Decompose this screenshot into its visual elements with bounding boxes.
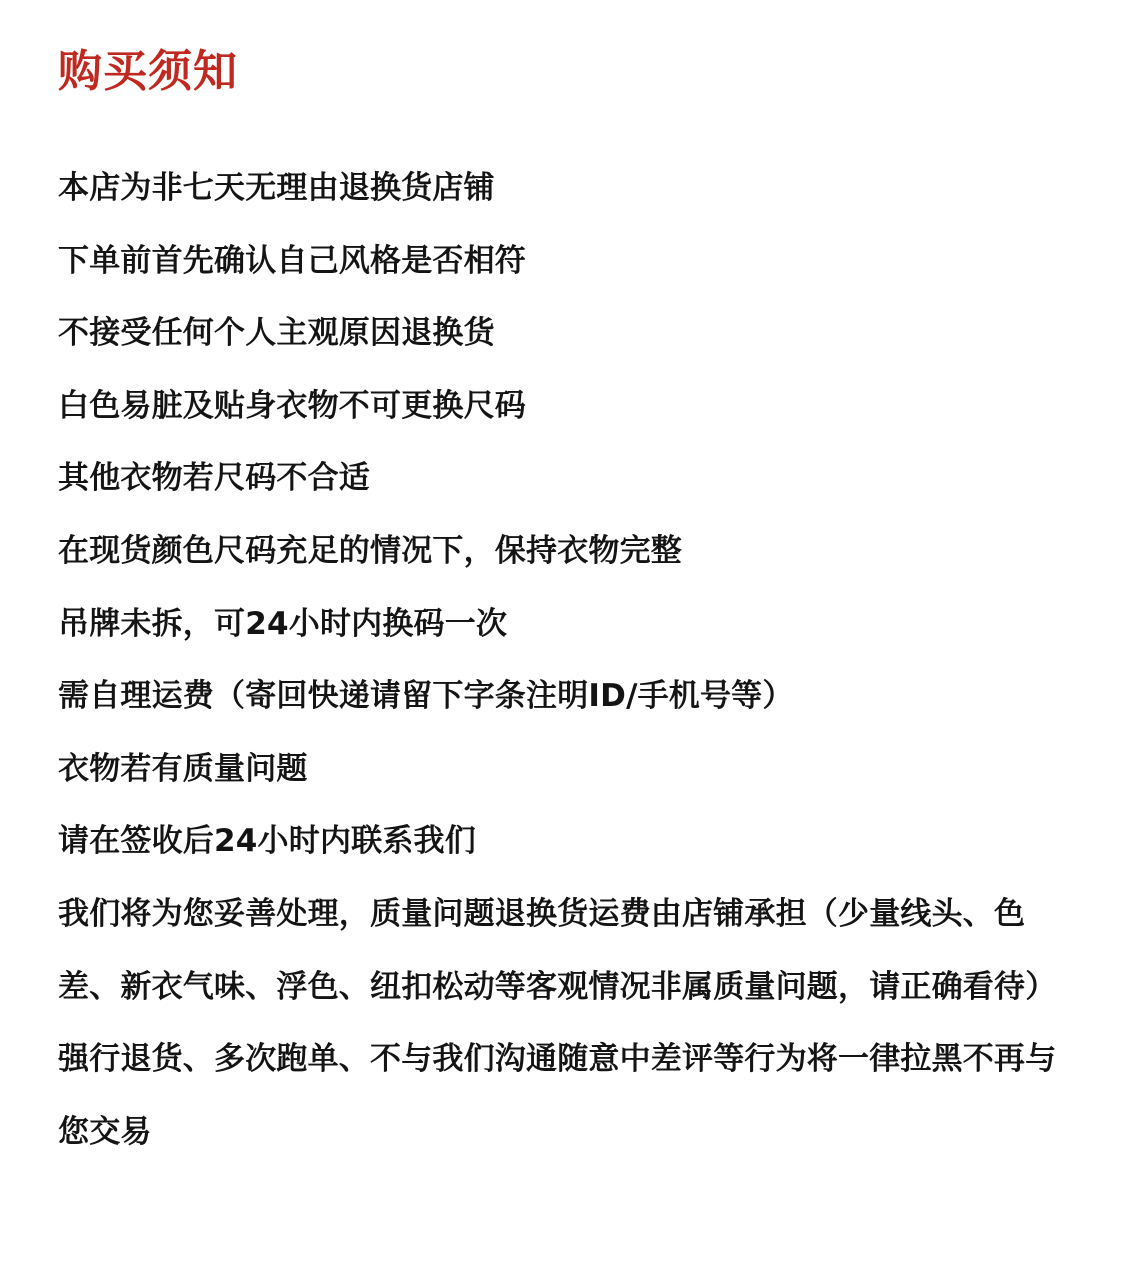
purchase-notice — [58, 40, 1073, 1168]
notice-line-contact-24h: 请在签收后24小时内联系我们 — [58, 823, 476, 860]
notice-lines — [58, 152, 1073, 1168]
notice-line-white-intimate-no-exchange: 白色易脏及贴身衣物不可更换尺码 — [58, 387, 526, 424]
notice-line-no-7day-return: 本店为非七天无理由退换货店铺 — [58, 170, 495, 206]
notice-line-blacklist-warning: 强行退货、多次跑单、不与我们沟通随意中差评等行为将一律拉黑不再与您交易 — [58, 1041, 1057, 1150]
notice-line-stock-condition: 在现货颜色尺码充足的情况下，保持衣物完整 — [58, 532, 682, 569]
notice-title: 购买须知 — [58, 46, 238, 97]
notice-line-confirm-style: 下单前首先确认自己风格是否相符 — [58, 242, 526, 279]
notice-line-size-unfit: 其他衣物若尺码不合适 — [58, 460, 370, 497]
notice-line-quality-issue: 衣物若有质量问题 — [58, 750, 308, 787]
notice-line-quality-handling: 我们将为您妥善处理，质量问题退换货运费由店铺承担（少量线头、色差、新衣气味、浮色、纽扣松动等客观情况非属质量问题，请正确看待） — [58, 895, 1057, 1005]
notice-line-shipping-fee: 需自理运费（寄回快递请留下字条注明ID/手机号等） — [58, 678, 794, 715]
notice-line-no-subjective-return: 不接受任何个人主观原因退换货 — [58, 315, 495, 352]
notice-line-tag-exchange-once: 吊牌未拆，可24小时内换码一次 — [58, 605, 508, 642]
